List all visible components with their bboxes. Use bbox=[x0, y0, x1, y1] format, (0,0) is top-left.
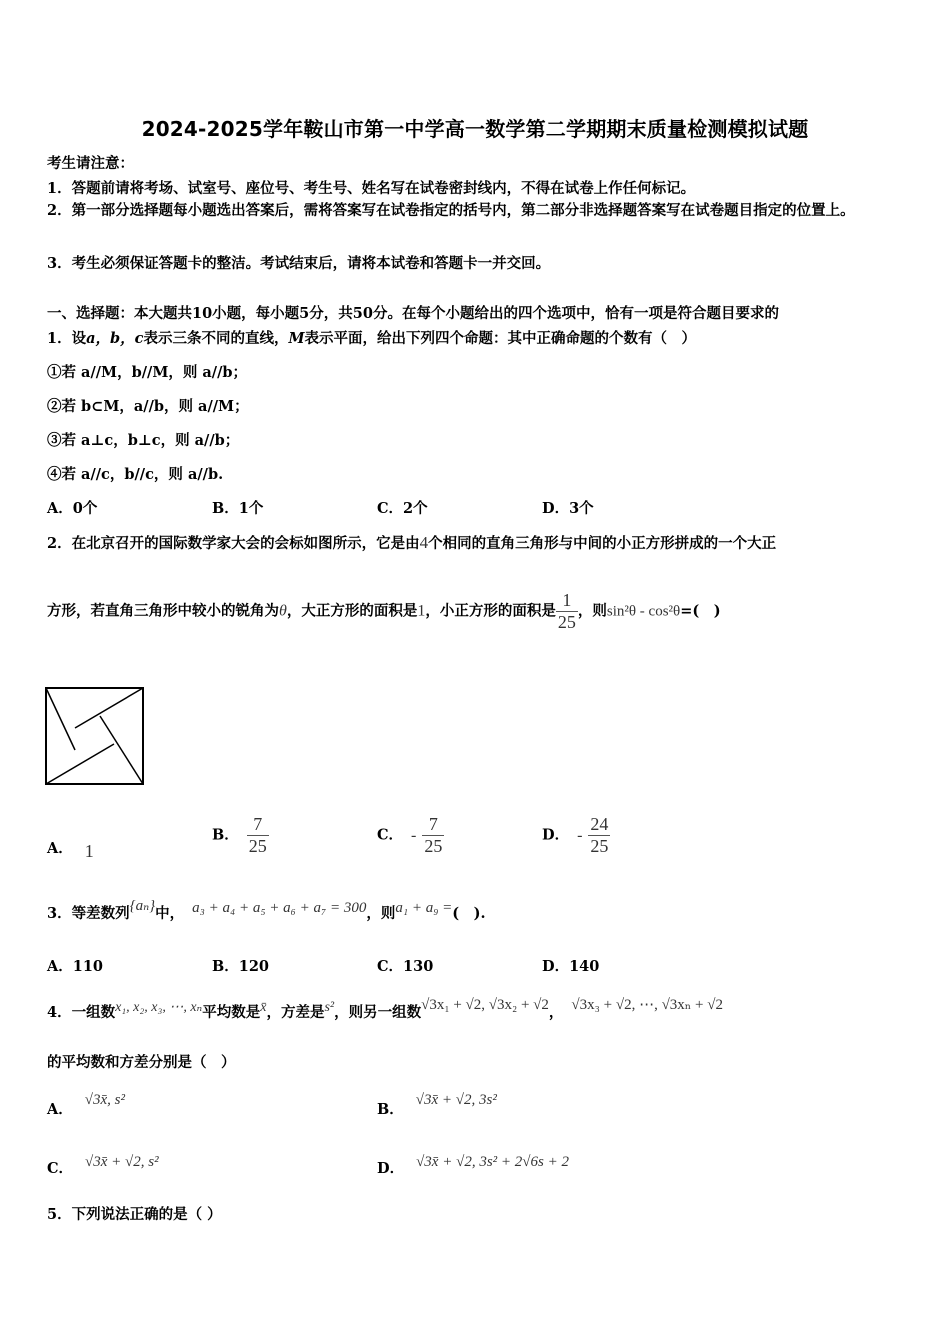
q3-option-c[interactable]: C．130 bbox=[377, 958, 434, 975]
emblem-line-4 bbox=[46, 744, 114, 784]
q4-option-d[interactable]: D． √3x̄ + √2, 3s² + 2√6s + 2 bbox=[377, 1154, 569, 1177]
q2-option-b[interactable]: B． $\frac{7}{25}$ bbox=[212, 814, 267, 856]
emblem-line-2 bbox=[75, 688, 143, 728]
q1-option-c[interactable]: C．2个 bbox=[377, 500, 428, 517]
q1-prop-3: ③若 a⊥c，b⊥c，则 a//b； bbox=[47, 432, 240, 449]
q3-option-b[interactable]: B．120 bbox=[212, 958, 270, 975]
section-heading: 一、选择题：本大题共10小题，每小题5分，共50分。在每个小题给出的四个选项中，恰有一项是符合题目要求的 bbox=[47, 305, 779, 322]
q4-line-2: 的平均数和方差分别是（ ） bbox=[47, 1054, 236, 1071]
q4-option-a[interactable]: A．√3x̄, s² bbox=[47, 1092, 125, 1118]
q1-stem: 1．设a，b，c表示三条不同的直线，M表示平面，给出下列四个命题：其中正确命题的个数有（ ） bbox=[47, 330, 697, 347]
q5-stem: 5．下列说法正确的是（ ） bbox=[47, 1206, 222, 1223]
q2-option-a[interactable]: A． 1 bbox=[47, 840, 94, 861]
notice-item-1: 1．答题前请将考场、试室号、座位号、考生号、姓名写在试卷密封线内，不得在试卷上作任何标记。 bbox=[47, 180, 696, 197]
q1-prop-4: ④若 a//c，b//c，则 a//b. bbox=[47, 466, 224, 483]
emblem-line-3 bbox=[100, 716, 143, 784]
q4-option-b[interactable]: B．√3x̄ + √2, 3s² bbox=[377, 1092, 497, 1118]
q3-option-d[interactable]: D．140 bbox=[542, 958, 600, 975]
notice-heading: 考生请注意： bbox=[47, 155, 134, 172]
q2-line-2: 方形，若直角三角形中较小的锐角为θ，大正方形的面积是1，小正方形的面积是 $\frac{1}{25}$ ，则sin²θ - cos²θ=( ) bbox=[47, 590, 721, 632]
page-title: 2024-2025学年鞍山市第一中学高一数学第二学期期末质量检测模拟试题 bbox=[141, 117, 809, 141]
q1-prop-2: ②若 b⊂M，a//b，则 a//M； bbox=[47, 398, 249, 415]
q1-option-a[interactable]: A．0个 bbox=[47, 500, 98, 517]
q4-stem: 4．一组数x₁, x₂, x₃, ⋯, xₙ平均数是x̄，方差是s²，则另一组数√3x₁ + √2, √3x₂ + √2， √3x₃ + √2, ⋯, √3xₙ + √2 bbox=[47, 997, 723, 1021]
q3-stem: 3．等差数列{aₙ}中， a₃ + a₄ + a₅ + a₆ + a₇ = 300，则a₁ + a₉ =( ). bbox=[47, 898, 486, 922]
q2-line-1: 2．在北京召开的国际数学家大会的会标如图所示，它是由4个相同的直角三角形与中间的小正方形拼成的一个大正 bbox=[47, 533, 777, 552]
q2-option-d[interactable]: D． - $\frac{24}{25}$ bbox=[542, 814, 609, 856]
q2-option-c[interactable]: C． - $\frac{7}{25}$ bbox=[377, 814, 443, 856]
q4-option-c[interactable]: C． √3x̄ + √2, s² bbox=[47, 1154, 159, 1177]
emblem-outer-square bbox=[46, 688, 143, 784]
notice-item-2: 2．第一部分选择题每小题选出答案后，需将答案写在试卷指定的括号内，第二部分非选择题答案写在试卷题目指定的位置上。 bbox=[47, 202, 855, 219]
notice-item-3: 3．考生必须保证答题卡的整洁。考试结束后，请将本试卷和答题卡一并交回。 bbox=[47, 255, 551, 272]
q3-option-a[interactable]: A．110 bbox=[47, 958, 104, 975]
q1-prop-1: ①若 a//M，b//M，则 a//b； bbox=[47, 364, 248, 381]
congress-emblem-figure bbox=[45, 687, 145, 786]
q1-option-b[interactable]: B．1个 bbox=[212, 500, 264, 517]
emblem-line-1 bbox=[46, 688, 75, 750]
q2-small-area-fraction: $\frac{1}{25}$ bbox=[557, 590, 576, 632]
q1-option-d[interactable]: D．3个 bbox=[542, 500, 594, 517]
